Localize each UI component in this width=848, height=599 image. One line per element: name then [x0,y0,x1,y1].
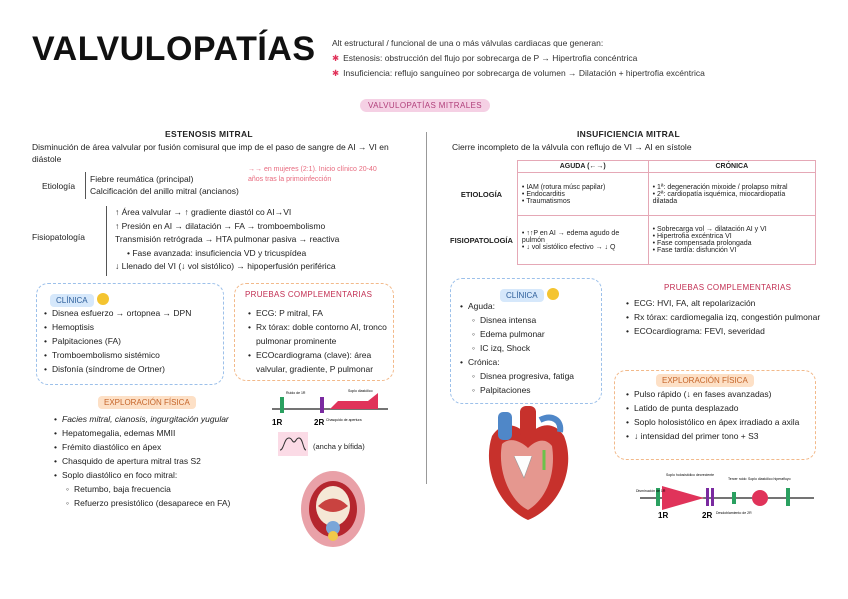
table-row [446,173,816,216]
list-item: ◦ Disnea intensa [468,313,606,327]
s1-label: 1R [658,511,669,520]
cell-text: ↑↑P en AI → edema agudo de pulmón [521,229,620,244]
etiologia-item: Fiebre reumática (principal) [90,174,194,184]
cell-item: • 1ª: degeneración mixoide / prolapso mitral [652,183,788,191]
brace [106,206,113,276]
cell-item: • Endocarditis [521,190,565,198]
list-item: ◦ Edema pulmonar [468,327,606,341]
list-item: • Pulso rápido (↓ en fases avanzadas) [634,387,820,401]
list-item: • Disnea esfuerzo → ortopnea → DPN [52,306,191,320]
etiologia-list [90,173,239,197]
insuficiencia-table [446,160,816,265]
cell-item: • Fase compensada prolongada [652,240,752,247]
list-item: • ↓ intensidad del primer tono + S3 [634,429,820,443]
phono-label: Ruido de 1R [286,391,306,395]
fisio-item: ↓ Llenado del VI (↓ vol sistólico) → hipoperfusión periférica [115,261,336,271]
list-item: • ECG: HVI, FA, alt repolarización [634,296,830,310]
p-mitral-wave [278,432,308,456]
phono-label: Soplo diastólico [348,389,373,393]
valve-illustration [296,466,370,552]
clinica-title: CLÍNICA [50,294,94,307]
smiley-icon [547,288,559,300]
clinica-list [458,299,606,397]
row-label: ETIOLOGÍA [460,189,503,199]
bullet-icon: ✱ [332,68,340,78]
exploracion-list [52,412,277,510]
phono-label: Chasquido de apertura [326,418,362,422]
wave-label: (ancha y bífida) [313,442,365,451]
pruebas-list [246,306,398,376]
list-item: • ECOcardiograma: FEVI, severidad [634,324,830,338]
estenosis-title: ESTENOSIS MITRAL [165,129,253,139]
cell-text: IAM (rotura músc papilar) [526,183,606,191]
list-item: • Soplo holosistólico en ápex irradiado a axila [634,415,820,429]
bullet-icon: ✱ [332,53,340,63]
list-item [62,412,277,426]
table-header-cell: CRÓNICA [648,161,815,173]
cell-item: • Traumatismos [521,197,571,205]
intro-line-1: Alt estructural / funcional de una o más válvulas cardiacas que generan: [332,38,604,48]
fisio-item: ↑ Presión en AI → dilatación → FA → tromboembolismo [115,220,326,231]
list-item: • Palpitaciones (FA) [52,334,191,348]
intro [332,36,705,81]
insuficiencia-title: INSUFICIENCIA MITRAL [577,129,680,139]
list-item: • Disfonía (síndrome de Ortner) [52,362,191,376]
table-cell [517,173,648,216]
list-item: • ECG: P mitral, FA [256,306,398,320]
page-title: VALVULOPATÍAS [32,30,316,68]
cell-item: • IAM (rotura músc papilar) [521,183,606,191]
insuficiencia-definition: Cierre incompleto de la válvula con reflujo de VI → AI en sístole [452,142,692,152]
pruebas-title: PRUEBAS COMPLEMENTARIAS [664,283,792,292]
fisio-list [115,206,339,274]
intro-line-2 [332,51,705,66]
phono-label: Disminución de 1R [636,489,666,493]
phono-label: Tercer ruido [728,477,747,481]
cell-text: Traumatismos [526,197,571,205]
etiologia-label: Etiología [42,181,76,191]
list-item: ◦ IC izq, Shock [468,341,606,355]
cell-text: 1ª: degeneración mixoide / prolapso mitral [657,183,788,191]
etiologia-item: Calcificación del anillo mitral (ancianos) [90,186,239,196]
list-item: • Aguda: [468,299,606,313]
fisio-item: Transmisión retrógrada → HTA pulmonar pasiva → reactiva [115,234,340,244]
fisio-label: Fisiopatología [32,232,85,242]
estenosis-phonogram [268,385,392,427]
list-item: • Soplo diastólico en foco mitral: [62,468,277,482]
fisio-item-text: Fase avanzada: insuficiencia VD y tricuspídea [132,247,307,258]
list-item: • Chasquido de apertura mitral tras S2 [62,454,277,468]
table-row [446,216,816,265]
list-item: • Frémito diastólico en ápex [62,440,277,454]
intro-line-3 [332,66,705,81]
table-cell [648,173,815,216]
smiley-icon [97,293,109,305]
list-item: ◦ Retumbo, baja frecuencia [62,482,277,496]
estenosis-definition: Disminución de área valvular por fusión comisural que imp de el paso de sangre de AI → VI en diástole [32,142,389,164]
list-item: • Hepatomegalia, edemas MMII [62,426,277,440]
etiologia-note: →→ en mujeres (2:1). Inicio clínico 20-40 años tras la primoinfección [248,166,377,183]
phono-label: Desdoblamiento de 2R [716,511,752,515]
cell-text: ↓ vol sistólico efectivo → ↓ Q [526,243,616,251]
row-label: FISIOPATOLOGÍA [450,235,513,245]
list-item: ◦ Palpitaciones [468,383,606,397]
cell-text: Fase tardía: disfunción VI [657,247,737,254]
column-divider [426,132,427,484]
clinica-title: CLÍNICA [500,289,544,302]
phono-label: Soplo holosistólico decreciente [666,473,715,477]
cell-text: Endocarditis [526,190,565,198]
list-item-text: Facies mitral, cianosis, ingurgitación yugular [62,414,229,424]
list-item: • Hemoptisis [52,320,191,334]
insuficiencia-phonogram [636,470,820,522]
phono-label: Soplo diastólico hiperafluyo [748,477,791,481]
table-header-cell [446,161,517,173]
cell-text: 2ª: cardiopatía isquémica, miocardiopatía dilatada [652,190,786,205]
cell-item: • Hipertrofia excéntrica VI [652,233,732,240]
cell-item: • Fase tardía: disfunción VI [652,247,737,254]
clinica-list [42,306,191,376]
table-header-cell: AGUDA (←→) [517,161,648,173]
table-cell [517,216,648,265]
list-item: • Rx tórax: doble contorno AI, tronco pulmonar prominente [256,320,398,348]
table-header [446,161,816,173]
cell-item: • 2ª: cardiopatía isquémica, miocardiopatía dilatada [652,190,786,205]
cell-item: • ↓ vol sistólico efectivo → ↓ Q [521,243,616,251]
list-item: • Crónica: [468,355,606,369]
pruebas-title: PRUEBAS COMPLEMENTARIAS [245,290,373,299]
fisio-item: ↑ Área valvular → ↑ gradiente diastól co AI→VI [115,207,292,217]
exploracion-title: EXPLORACIÓN FÍSICA [98,396,196,409]
list-item: • Latido de punta desplazado [634,401,820,415]
fisio-item: • Fase avanzada: insuficiencia VD y tricuspídea [127,247,307,258]
s1-label: 1R [272,418,283,427]
exploracion-list [624,387,820,443]
cell-text: Sobrecarga vol → dilatación AI y VI [657,226,767,233]
s2-label: 2R [314,418,325,427]
cell-text: Hipertrofia excéntrica VI [657,233,732,240]
list-item: • Rx tórax: cardiomegalia izq, congestión pulmonar [634,310,830,324]
cell-item: • ↑↑P en AI → edema agudo de pulmón [521,229,620,244]
cell-item: • Sobrecarga vol → dilatación AI y VI [652,226,767,233]
heart-illustration [472,406,584,524]
intro-line-2-text: Estenosis: obstrucción del flujo por sobrecarga de P → Hipertrofia concéntrica [343,53,638,63]
exploracion-title: EXPLORACIÓN FÍSICA [656,374,754,387]
list-item: • Tromboembolismo sistémico [52,348,191,362]
cell-text: Fase compensada prolongada [657,240,752,247]
list-item: • ECOcardiograma (clave): área valvular, gradiente, P pulmonar [256,348,398,376]
section-pill: VALVULOPATÍAS MITRALES [360,99,490,112]
pruebas-list [624,296,830,338]
s2-label: 2R [702,511,713,520]
list-item: ◦ Disnea progresiva, fatiga [468,369,606,383]
table-cell [648,216,815,265]
list-item: ◦ Refuerzo presistólico (desaparece en FA) [62,496,277,510]
intro-line-3-text: Insuficiencia: reflujo sanguíneo por sobrecarga de volumen → Dilatación + hipertrofia excéntrica [343,68,705,78]
